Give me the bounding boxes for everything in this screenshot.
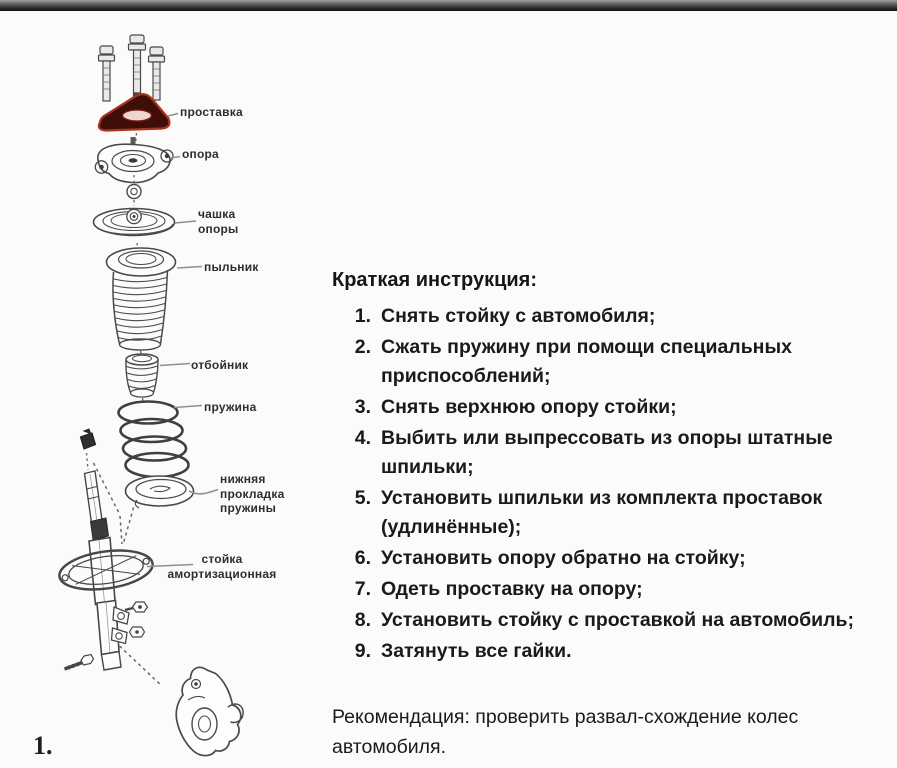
diagram-label-lower-spring-pad: нижняя прокладка пружины [220,472,285,516]
step-number: 4. [354,427,371,449]
instructions-panel [332,269,890,762]
diagram-label-strut: стойка амортизационная [167,552,277,581]
studs-drawing [99,35,165,106]
spring-drawing [119,402,189,478]
figure-number: 1. [33,731,53,760]
instructions-title: Краткая инструкция: [332,269,537,291]
lower-spring-pad-drawing [126,476,194,508]
step-number: 6. [354,547,371,569]
step-number: 5. [354,487,371,509]
instruction-step [332,393,890,422]
step-number: 1. [354,305,371,327]
diagram-label-mount-cup: чашка опоры [198,207,239,236]
diagram-label-bump-stop: отбойник [191,358,249,372]
diagram-label-spacer: проставка [180,105,243,119]
strut-drawing [57,429,162,686]
step-text: Установить стойку с проставкой на автомобиль; [381,609,855,631]
instruction-step [332,424,890,482]
step-number: 8. [354,609,371,631]
recommendation-note: Рекомендация: проверить развал-схождение колес автомобиля. [332,706,799,758]
instruction-step [332,637,890,666]
dust-boot-drawing [107,248,176,350]
step-text: Установить шпильки из комплекта проставок (удлинённые); [381,487,823,538]
step-number: 2. [354,336,371,358]
diagram-label-mount: опора [182,147,219,161]
step-number: 9. [354,640,371,662]
step-text: Снять стойку с автомобиля; [381,305,656,327]
instruction-step [332,333,890,391]
nut-drawing [127,185,141,199]
bump-stop-drawing [126,354,158,397]
knuckle-drawing [176,667,243,755]
step-text: Сжать пружину при помощи специальных приспособлений; [381,336,792,387]
mount-cup-drawing [94,209,175,236]
instruction-step [332,606,890,635]
strut-exploded-diagram [0,11,330,768]
instruction-step [332,484,890,542]
step-text: Снять верхнюю опору стойки; [381,396,677,418]
diagram-label-spring: пружина [204,400,257,414]
step-text: Одеть проставку на опору; [381,578,643,600]
step-text: Установить опору обратно на стойку; [381,547,746,569]
exploded-strut-illustration [0,0,330,768]
instruction-step [332,575,890,604]
step-text: Выбить или выпрессовать из опоры штатные шпильки; [381,427,833,478]
instruction-step [332,302,890,331]
instruction-step [332,544,890,573]
step-text: Затянуть все гайки. [381,640,572,662]
diagram-label-dust-boot: пыльник [204,260,259,274]
instructions-list [332,302,890,666]
step-number: 7. [354,578,371,600]
step-number: 3. [354,396,371,418]
